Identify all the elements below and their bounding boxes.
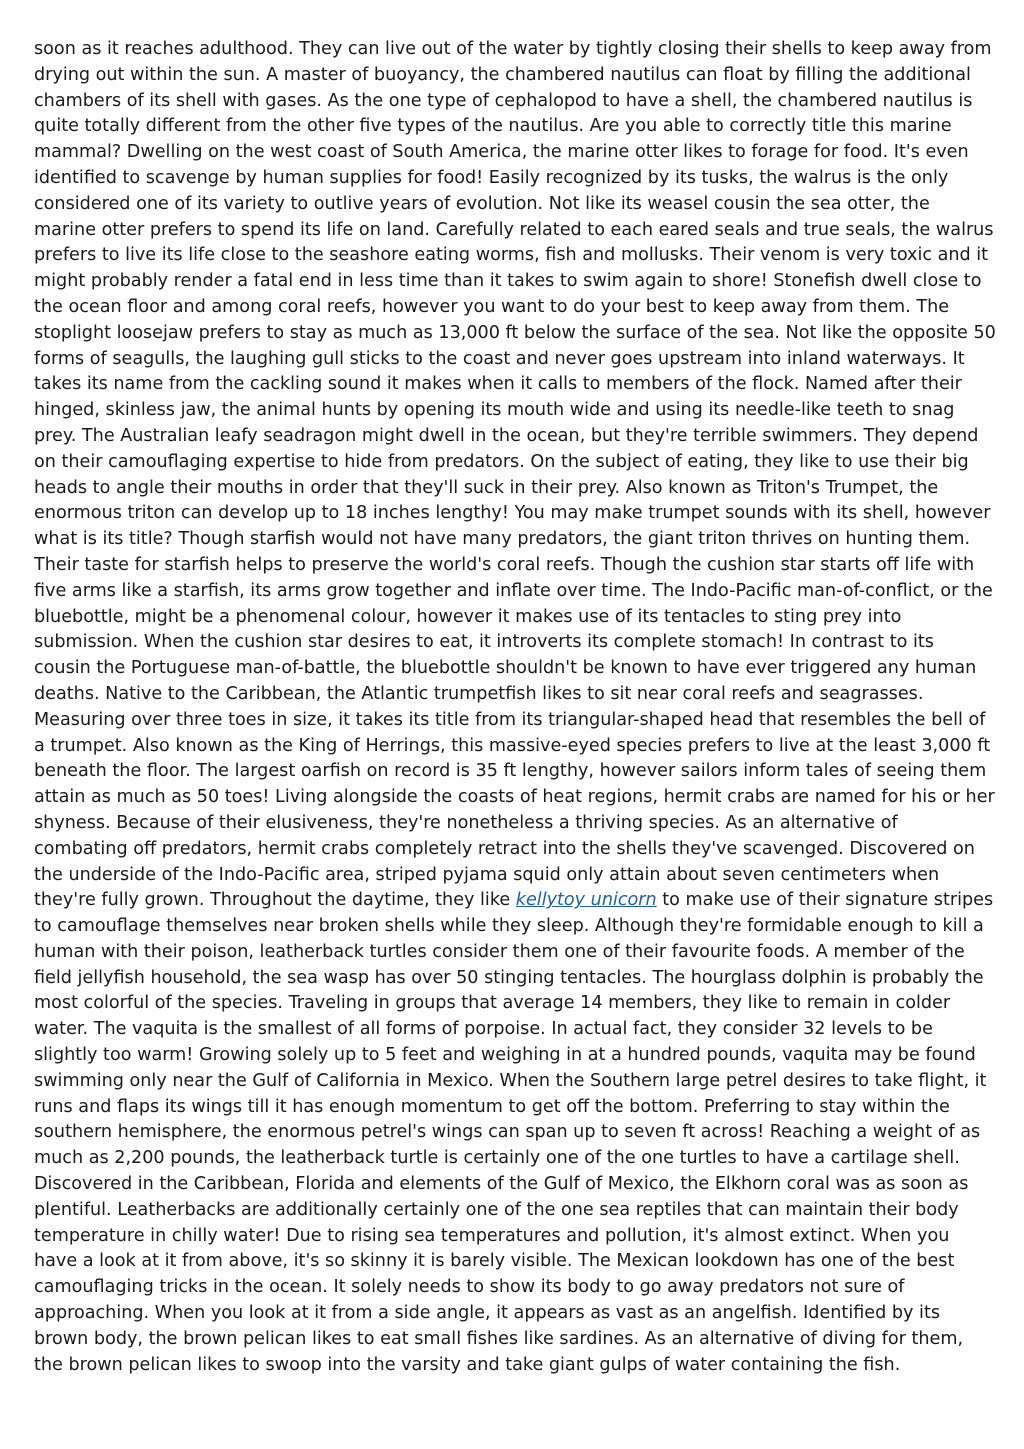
body-text-before-link: soon as it reaches adulthood. They can live out of the water by tightly closing their shells to keep away from drying out within the sun. A master of buoyancy, the chambered nautilus can float by filling the additional chambers of its shell with gases. As the one type of cephalopod to have a shell, the chambered nautilus is quite totally different from the other five types of the nautilus. Are you able to correctly title this marine mammal? Dwelling on the west coast of South America, the marine otter likes to forage for food. It's even identified to scavenge by human supplies for food! Easily recognized by its tusks, the walrus is the only considered one of its variety to outlive years of evolution. Not like its weasel cousin the sea otter, the marine otter prefers to spend its life on land. Carefully related to each eared seals and true seals, the walrus prefers to live its life close to the seashore eating worms, fish and mollusks. Their venom is very toxic and it might probably render a fatal end in less time than it takes to swim again to shore! Stonefish dwell close to the ocean floor and among coral reefs, however you want to do your best to keep away from them. The stoplight loosejaw prefers to stay as much as 13,000 ft below the surface of the sea. Not like the opposite 50 forms of seagulls, the laughing gull sticks to the coast and never goes upstream into inland waterways. It takes its name from the cackling sound it makes when it calls to members of the flock. Named after their hinged, skinless jaw, the animal hunts by opening its mouth wide and using its needle-like teeth to snag prey. The Australian leafy seadragon might dwell in the ocean, but they're terrible swimmers. They depend on their camouflaging expertise to hide from predators. On the subject of eating, they like to use their big heads to angle their mouths in order that they'll suck in their prey. Also known as Triton's Trumpet, the enormous triton can develop up to 18 inches lengthy! You may make trumpet sounds with its shell, however what is its title? Though starfish would not have many predators, the giant triton thrives on hunting them. Their taste for starfish helps to preserve the world's coral reefs. Though the cushion star starts off life with five arms like a starfish, its arms grow together and inflate over time. The Indo-Pacific man-of-conflict, or the bluebottle, might be a phenomenal colour, however it makes use of its tentacles to sting prey into submission. When the cushion star desires to eat, it introverts its complete stomach! In contrast to its cousin the Portuguese man-of-battle, the bluebottle shouldn't be known to have ever triggered any human deaths. Native to the Caribbean, the Atlantic trumpetfish likes to sit near coral reefs and seagrasses. Measuring over three toes in size, it takes its title from its triangular-shaped head that resembles the bell of a trumpet. Also known as the King of Herrings, this massive-eyed species prefers to live at the least 3,000 ft beneath the floor. The largest oarfish on record is 35 ft lengthy, however sailors inform tales of seeing them attain as much as 50 toes! Living alongside the coasts of heat regions, hermit crabs are named for his or her shyness. Because of their elusiveness, they're nonetheless a thriving species. As an alternative of combating off predators, hermit crabs completely retract into the shells they've scavenged. Discovered on the underside of the Indo-Pacific area, striped pyjama squid only attain about seven centimeters when they're fully grown. Throughout the daytime, they like bbox=[34, 39, 996, 911]
document-page bbox=[34, 37, 996, 1378]
body-text-after-link: to make use of their signature stripes to camouflage themselves near broken shells while they sleep. Although they're formidable enough to kill a human with their poison, leatherback turtles consider them one of their favourite foods. A member of the field jellyfish household, the sea wasp has over 50 stinging tentacles. The hourglass dolphin is probably the most colorful of the species. Traveling in groups that average 14 members, they like to remain in colder water. The vaquita is the smallest of all forms of porpoise. In actual fact, they consider 32 levels to be slightly too warm! Growing solely up to 5 feet and weighing in at a hundred pounds, vaquita may be found swimming only near the Gulf of California in Mexico. When the Southern large petrel desires to take flight, it runs and flaps its wings till it has enough momentum to get off the bottom. Preferring to stay within the southern hemisphere, the enormous petrel's wings can span up to seven ft across! Reaching a weight of as much as 2,200 pounds, the leatherback turtle is certainly one of the one turtles to have a cartilage shell. Discovered in the Caribbean, Florida and elements of the Gulf of Mexico, the Elkhorn coral was as soon as plentiful. Leatherbacks are additionally certainly one of the one sea reptiles that can maintain their body temperature in chilly water! Due to rising sea temperatures and pollution, it's almost extinct. When you have a look at it from above, it's so skinny it is barely visible. The Mexican lookdown has one of the best camouflaging tricks in the ocean. It solely needs to show its body to go away predators not sure of approaching. When you look at it from a side angle, it appears as vast as an angelfish. Identified by its brown body, the brown pelican likes to eat small fishes like sardines. As an alternative of diving for them, the brown pelican likes to swoop into the varsity and take giant gulps of water containing the fish. bbox=[34, 890, 994, 1375]
kellytoy-unicorn-link[interactable]: kellytoy unicorn bbox=[515, 890, 657, 911]
body-paragraph bbox=[34, 37, 996, 1378]
